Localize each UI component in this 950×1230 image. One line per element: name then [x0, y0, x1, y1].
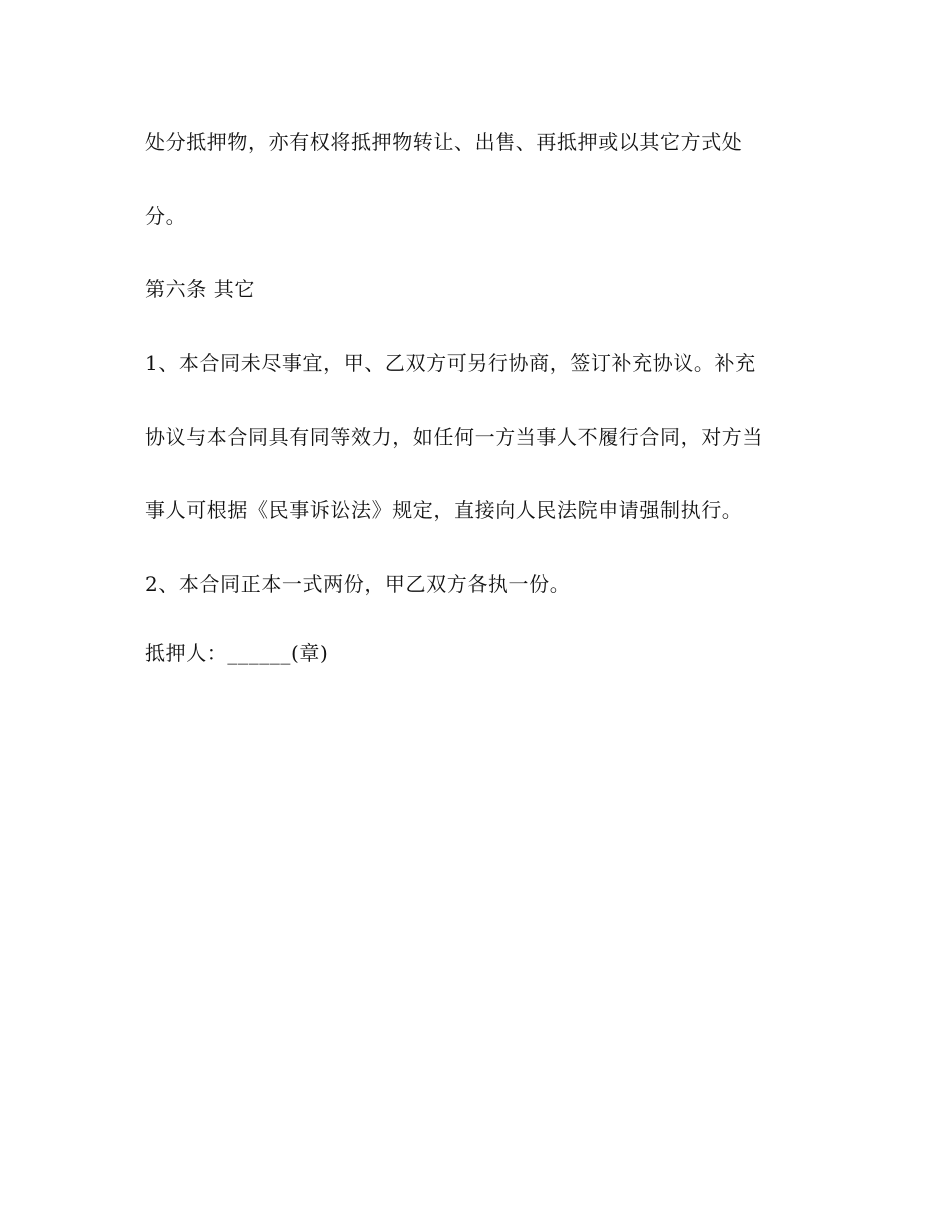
- clause-1-line: 1、本合同未尽事宜，甲、乙双方可另行协商，签订补充协议。补充: [145, 351, 756, 375]
- signature-line: 抵押人：______(章): [145, 641, 329, 665]
- clause-1-line: 协议与本合同具有同等效力，如任何一方当事人不履行合同，对方当: [145, 425, 763, 449]
- clause-1-line: 事人可根据《民事诉讼法》规定，直接向人民法院申请强制执行。: [145, 498, 743, 522]
- paragraph-line: 分。: [145, 204, 187, 228]
- section-heading: 第六条 其它: [145, 277, 255, 301]
- clause-2-line: 2、本合同正本一式两份，甲乙双方各执一份。: [145, 572, 571, 596]
- paragraph-line: 处分抵押物，亦有权将抵押物转让、出售、再抵押或以其它方式处: [145, 130, 743, 154]
